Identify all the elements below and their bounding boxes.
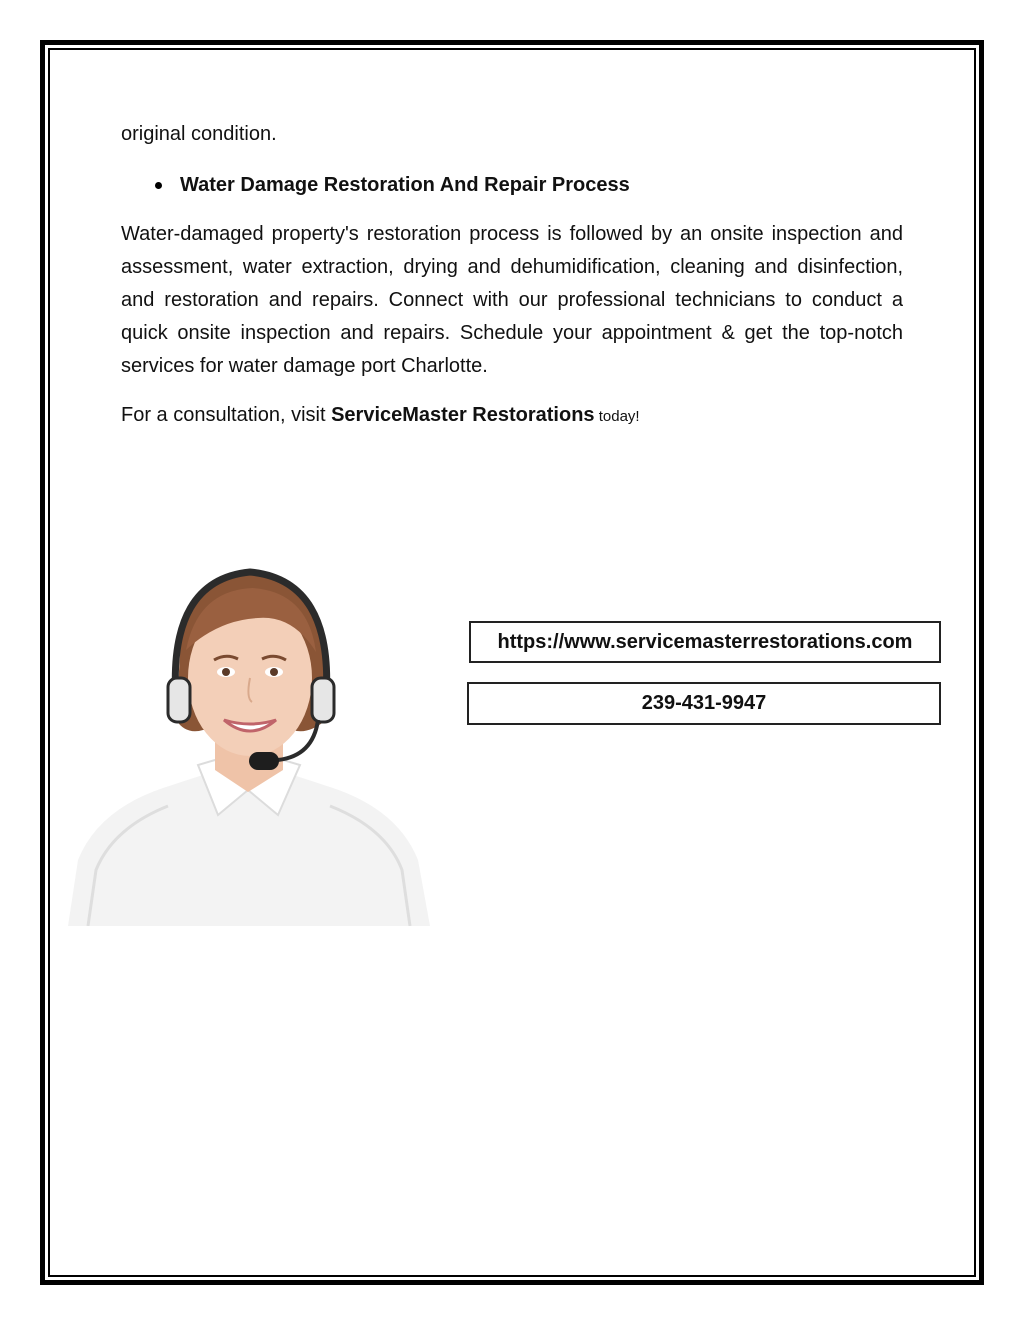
bullet-item [121,169,903,202]
intro-fragment: original condition. [121,123,277,145]
support-agent-photo [68,560,430,926]
bullet-icon [155,182,162,189]
consultation-prefix: For a consultation, visit [121,404,332,426]
microphone-icon [249,752,279,770]
section-heading: Water Damage Restoration And Repair Process [180,174,630,196]
shirt-shape [68,770,430,926]
phone-number-box[interactable]: 239-431-9947 [467,682,941,725]
consultation-line [121,399,903,433]
body-paragraph: Water-damaged property's restoration process is followed by an onsite inspection and assessment, water extraction, drying and dehumidification, cleaning and disinfection, and restoration and repairs. Connect with our professional technicians to conduct a quick onsite inspection and repairs. Schedule your appointment & get the top-notch services for water damage port Charlotte. [121,223,903,377]
website-link-box[interactable]: https://www.servicemasterrestorations.com [469,621,941,663]
document-body [121,118,903,433]
brand-name: ServiceMaster Restorations [331,404,595,426]
consultation-suffix: today! [594,408,640,425]
